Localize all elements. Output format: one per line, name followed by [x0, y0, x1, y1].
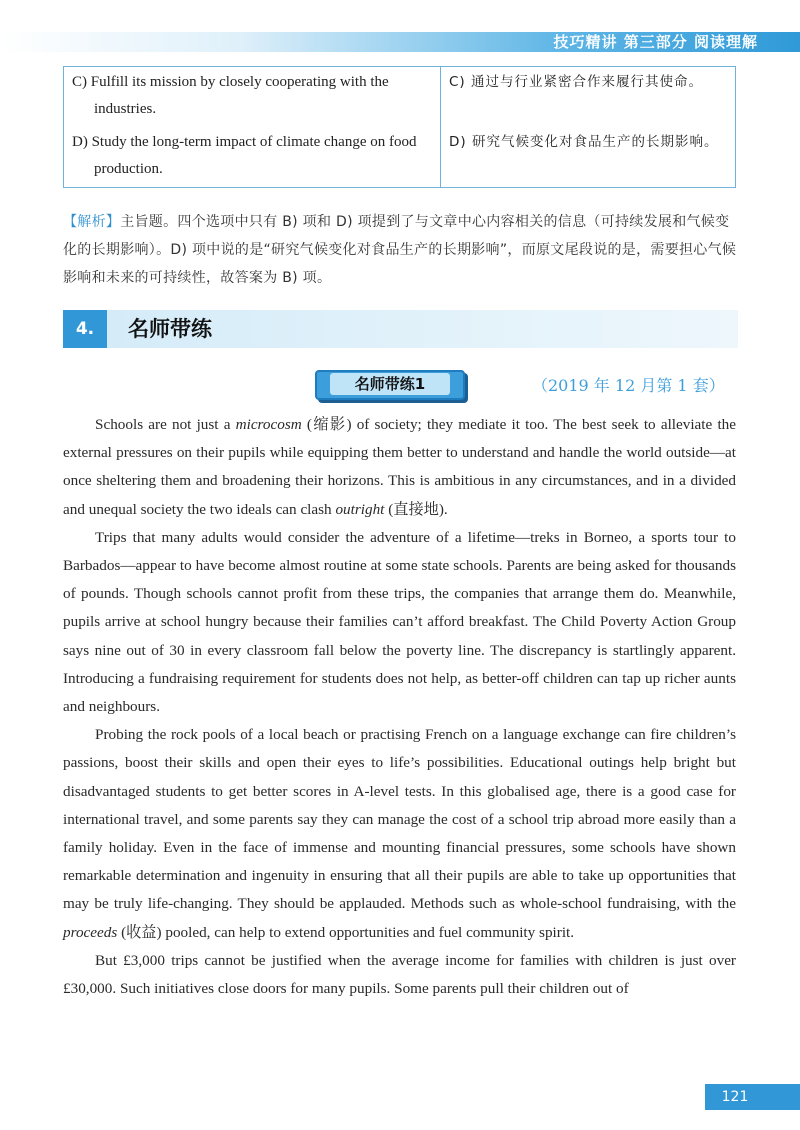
analysis-paragraph — [63, 208, 738, 292]
reading-passage — [63, 411, 736, 1003]
passage-paragraph-1 — [63, 411, 736, 524]
passage-paragraph-3 — [63, 721, 736, 947]
p3-text-a: Probing the rock pools of a local beach or practising French on a language exchange can fire children’s passions, boost their skills and open their eyes to life’s possibilities. Educational outings help bright but disadvantaged students to get better scores in A-level tests. In this globalised age, there is a good case for international travel, and some parents say they can manage the cost of a school trip abroad more easily than a family holiday. Even in the face of immense and mounting financial pressures, some schools have shown remarkable determination and ingenuity in ensuring that all their pupils are able to take up opportunities that may be truly life-changing. They should be applauded. Methods such as whole-school fundraising, with the — [63, 726, 736, 913]
option-d-english-text: D) Study the long-term impact of climate change on food production. — [72, 134, 417, 177]
header-title: 技巧精讲 第三部分 阅读理解 — [553, 33, 758, 51]
section-title: 名师带练 — [128, 317, 212, 341]
option-d-chinese — [441, 127, 736, 188]
p3-term-proceeds: proceeds — [63, 923, 118, 941]
option-c-english-text: C) Fulfill its mission by closely cooperating with the industries. — [72, 74, 389, 117]
page-number: 121 — [721, 1089, 749, 1105]
analysis-tag: 【解析】 — [63, 214, 121, 230]
p1-text-b: (缩影) of society; they mediate it too. The best seek to alleviate the external pressures on their pupils while equipping them better to understand and handle the world outside—at once sheltering them and broadening their horizons. This is ambitious in any circumstances, and in a divided and unequal society the two ideals can clash — [63, 416, 736, 518]
p3-text-b: (收益) pooled, can help to extend opportunities and fuel community spirit. — [117, 923, 575, 941]
option-d-chinese-text: D) 研究气候变化对食品生产的长期影响。 — [449, 134, 719, 150]
option-row — [64, 67, 736, 128]
option-c-english — [64, 67, 441, 128]
option-row — [64, 127, 736, 188]
option-d-english — [64, 127, 441, 188]
options-table — [63, 66, 736, 188]
practice-source: （2019 年 12 月第 1 套） — [532, 376, 725, 395]
practice-label: 名师带练1 — [330, 373, 450, 395]
analysis-text: 主旨题。四个选项中只有 B) 项和 D) 项提到了与文章中心内容相关的信息（可持续发展和气候变化的长期影响）。D) 项中说的是“研究气候变化对食品生产的长期影响”，而原文尾段说的是，需要担心气候影响和未来的可持续性，故答案为 B) 项。 — [63, 214, 737, 286]
p1-term-outright: outright — [335, 500, 385, 518]
p1-text-a: Schools are not just a — [95, 416, 236, 433]
option-c-chinese-text: C) 通过与行业紧密合作来履行其使命。 — [449, 74, 703, 90]
section-number: 4. — [63, 310, 107, 348]
p1-text-c: (直接地). — [384, 500, 448, 518]
passage-paragraph-4: But £3,000 trips cannot be justified when the average income for families with children is just over £30,000. Such initiatives close doors for many pupils. Some parents pull their children out of — [63, 951, 736, 998]
p1-term-microcosm: microcosm — [235, 416, 302, 433]
passage-paragraph-2: Trips that many adults would consider the adventure of a lifetime—treks in Borneo, a sports tour to Barbados—appear to have become almost routine at some state schools. Parents are being asked for thousands of pounds. Though schools cannot profit from these trips, the companies that arrange them do. Meanwhile, pupils arrive at school hungry because their families can’t afford breakfast. The Child Poverty Action Group says nine out of 30 in every classroom fall below the poverty line. The discrepancy is startlingly apparent. Introducing a fundraising requirement for students does not help, as better-off children can tap up richer aunts and neighbours. — [63, 528, 736, 716]
option-c-chinese — [441, 67, 736, 128]
